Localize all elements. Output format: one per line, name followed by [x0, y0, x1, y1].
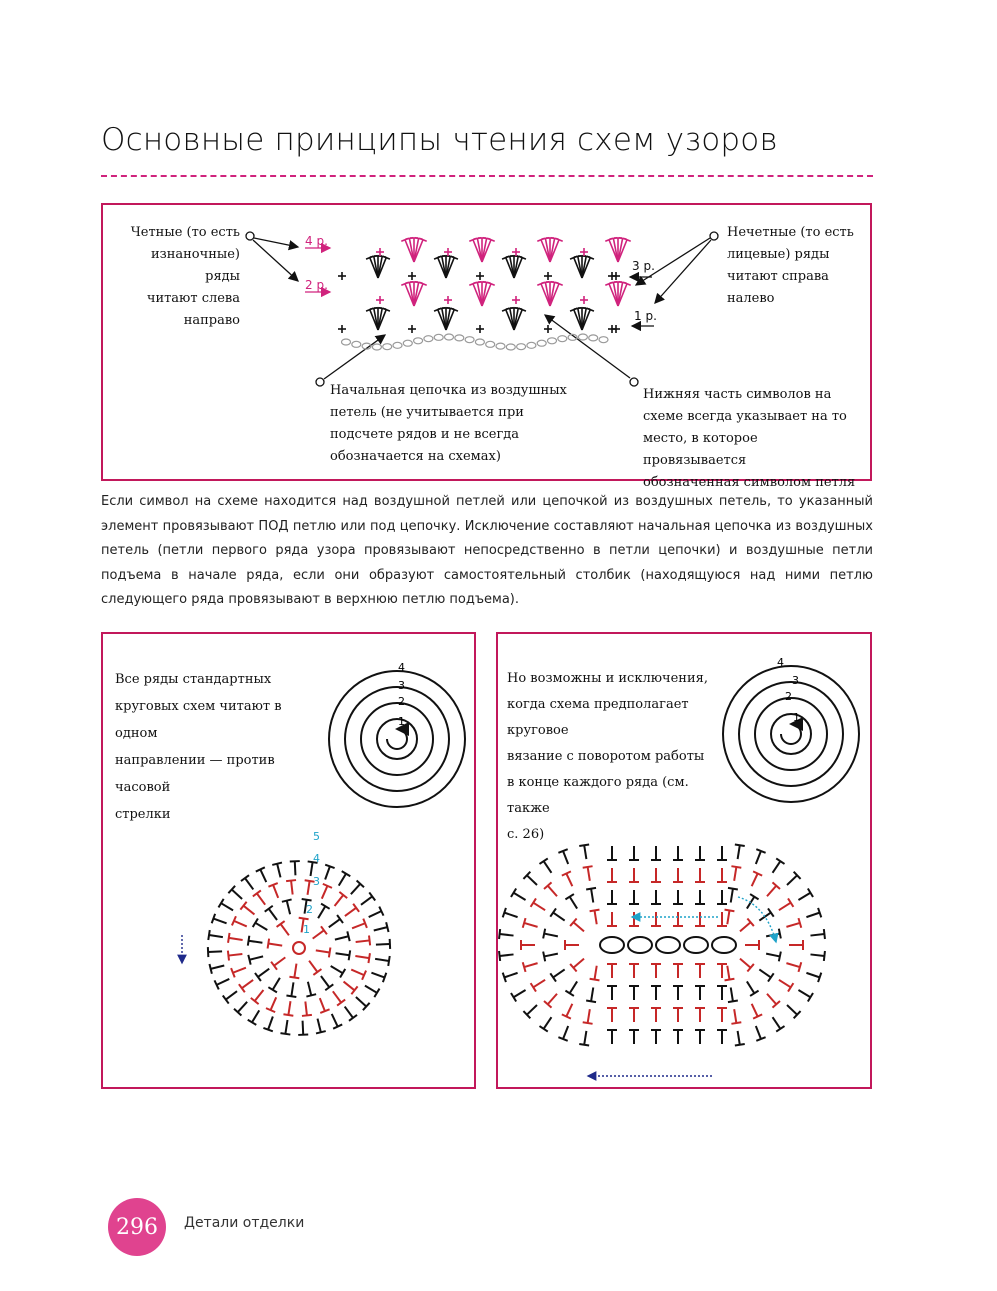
double-crochet [747, 894, 759, 909]
chain-oval [628, 937, 652, 953]
double-crochet [695, 890, 705, 904]
double-crochet [735, 1031, 745, 1046]
round-chart-turned [499, 844, 825, 1045]
double-crochet [313, 926, 327, 938]
double-crochet [651, 846, 661, 860]
double-crochet [268, 978, 280, 993]
blue-num-3: 3 [313, 875, 320, 888]
double-crochet [570, 959, 584, 972]
double-crochet [503, 973, 518, 982]
symbol-base-note-line: схеме всегда указывает на то [643, 409, 847, 424]
double-crochet [306, 982, 316, 997]
double-crochet [806, 908, 821, 917]
double-crochet [562, 1004, 572, 1019]
double-crochet [228, 951, 242, 961]
double-crochet [695, 1008, 705, 1022]
double-crochet [673, 912, 683, 926]
double-crochet [272, 863, 282, 878]
double-crochet [740, 918, 754, 931]
double-crochet [695, 846, 705, 860]
double-crochet [651, 912, 661, 926]
page-number-badge: 296 [108, 1198, 166, 1256]
double-crochet [629, 868, 639, 882]
double-crochet [673, 890, 683, 904]
double-crochet [695, 1030, 705, 1044]
double-crochet [523, 1005, 537, 1018]
double-crochet [282, 899, 292, 914]
double-crochet [253, 919, 268, 931]
symbol-base-note-line: обозначенная символом петля [643, 475, 856, 490]
double-crochet [286, 982, 296, 997]
double-crochet [251, 990, 264, 1004]
double-crochet [309, 961, 321, 975]
blue-num-5: 5 [313, 830, 320, 843]
double-crochet [651, 986, 661, 1000]
chain-oval [600, 937, 624, 953]
double-crochet [798, 990, 813, 1002]
double-crochet [651, 890, 661, 904]
double-crochet [234, 1002, 247, 1016]
double-crochet [298, 1021, 308, 1035]
double-crochet [579, 844, 589, 859]
spiral-right-num-2: 2 [785, 690, 792, 703]
double-crochet [374, 922, 389, 932]
double-crochet [673, 1030, 683, 1044]
symbol-base-note-line: место, в которое провязывается [643, 431, 758, 468]
foundation-chain-note-line: петель (не учитывается при [330, 405, 524, 420]
double-crochet [336, 950, 351, 960]
double-crochet [728, 888, 738, 903]
even-rows-note-line: направо [183, 313, 240, 328]
double-crochet [228, 933, 243, 943]
even-rows-note-line: читают слева [146, 291, 240, 306]
double-crochet [731, 866, 741, 881]
double-crochet [607, 1030, 617, 1044]
double-crochet [209, 964, 224, 974]
double-crochet [268, 939, 283, 949]
double-crochet [651, 964, 661, 978]
chain-oval [712, 937, 736, 953]
double-crochet [331, 966, 346, 978]
double-crochet [629, 890, 639, 904]
spiral-right-num-1: 1 [793, 711, 800, 724]
double-crochet [673, 986, 683, 1000]
double-crochet [351, 970, 366, 980]
symbol-base-note-line: Нижняя часть символов на [643, 387, 832, 402]
double-crochet [263, 1016, 272, 1031]
double-crochet [318, 904, 330, 919]
double-crochet [673, 846, 683, 860]
double-crochet [499, 929, 513, 939]
double-crochet [361, 892, 375, 904]
double-crochet [550, 969, 564, 981]
double-crochet [745, 940, 759, 950]
spiral-left [329, 671, 465, 807]
double-crochet [651, 868, 661, 882]
double-crochet [345, 1007, 357, 1021]
double-crochet [607, 868, 617, 882]
double-crochet [779, 898, 793, 910]
double-crochet [607, 846, 617, 860]
double-crochet [651, 1008, 661, 1022]
double-crochet [725, 966, 735, 981]
double-crochet [767, 994, 780, 1008]
double-crochet [565, 940, 579, 950]
right-note-line: с. 26) [507, 827, 545, 842]
magic-ring [293, 942, 305, 954]
double-crochet [248, 936, 263, 946]
double-crochet [786, 918, 801, 928]
double-crochet [773, 1017, 785, 1031]
double-crochet [271, 957, 285, 969]
double-crochet [351, 880, 364, 894]
double-crochet [316, 1019, 326, 1034]
double-crochet [773, 858, 785, 872]
double-crochet [255, 969, 269, 981]
left-note-line: круговых схем читают в одном [115, 699, 282, 741]
page-title: Основные принципы чтения схем узоров [101, 122, 778, 158]
row-label-3: 3 р. [632, 259, 655, 273]
double-crochet [333, 991, 345, 1005]
double-crochet [240, 902, 254, 915]
double-crochet [590, 910, 600, 925]
double-crochet [607, 1008, 617, 1022]
double-crochet [786, 962, 801, 972]
double-crochet [779, 980, 793, 992]
double-crochet [523, 872, 537, 885]
double-crochet [208, 930, 223, 940]
double-crochet [806, 973, 821, 982]
double-crochet [629, 846, 639, 860]
running-footer: Детали отделки [184, 1215, 305, 1231]
double-crochet [266, 997, 276, 1012]
double-crochet [352, 919, 367, 929]
right-note-line: вязание с поворотом работы [507, 749, 705, 764]
double-crochet [558, 1026, 568, 1041]
double-crochet [607, 986, 617, 1000]
blue-num-1: 1 [303, 923, 310, 936]
double-crochet [607, 964, 617, 978]
double-crochet [253, 890, 265, 904]
double-crochet [503, 908, 518, 917]
blue-num-4: 4 [313, 852, 320, 865]
double-crochet [767, 882, 780, 896]
double-crochet [673, 868, 683, 882]
body-paragraph: Если символ на схеме находится над воздушной петлей или цепочкой из воздушных петель, то указанный элемент провязывают ПОД петлю или под цепочку. Исключение составляют начальная цепочка из воздушных петель (петли первого ряда узора провязывают непосредственно в петли цепочки) и воздушные петли подъема в начале ряда, если они образуют самостоятельный столбик (находящуюся над ними петлю следующего ряда провязывают в верхнюю петлю подъема). [101, 494, 873, 607]
spiral-right-num-3: 3 [792, 674, 799, 687]
spiral-left-num-4: 4 [398, 661, 405, 674]
odd-rows-note-line: читают справа налево [727, 269, 829, 306]
double-crochet [499, 951, 513, 961]
double-crochet [717, 890, 727, 904]
left-note-line: Все ряды стандартных [115, 672, 272, 687]
double-crochet [717, 1008, 727, 1022]
double-crochet [695, 986, 705, 1000]
double-crochet [810, 951, 824, 961]
row-label-4: 4 р. [305, 234, 328, 248]
right-note-line: Но возможны и исключения, [507, 671, 708, 686]
double-crochet [759, 969, 773, 981]
right-note-line: в конце каждого ряда (см. также [507, 775, 689, 816]
double-crochet [531, 898, 545, 910]
double-crochet [629, 1008, 639, 1022]
double-crochet [629, 964, 639, 978]
double-crochet [539, 858, 551, 872]
double-crochet [787, 1005, 801, 1018]
double-crochet [562, 871, 572, 886]
double-crochet [208, 947, 222, 957]
spiral-left-num-2: 2 [398, 695, 405, 708]
double-crochet [695, 912, 705, 926]
double-crochet [583, 866, 593, 881]
double-crochet [375, 956, 390, 966]
double-crochet [277, 921, 289, 935]
foundation-chain-note-line: обозначается на схемах) [330, 449, 501, 464]
odd-rows-note-line: Нечетные (то есть [727, 225, 854, 240]
row-label-1: 1 р. [634, 309, 657, 323]
double-crochet [523, 962, 538, 972]
double-crochet [344, 982, 358, 995]
double-crochet [302, 1001, 312, 1015]
double-crochet [371, 973, 386, 982]
double-crochet [789, 940, 803, 950]
double-crochet [629, 1030, 639, 1044]
spiral-left-num-1: 1 [398, 715, 405, 728]
double-crochet [232, 916, 247, 926]
double-crochet [544, 994, 557, 1008]
double-crochet [798, 888, 813, 900]
foundation-chain-note-line: Начальная цепочка из воздушных [330, 383, 567, 398]
double-crochet [586, 987, 596, 1002]
double-crochet [558, 849, 568, 864]
chain-oval [684, 937, 708, 953]
double-crochet [725, 910, 735, 925]
double-crochet [228, 886, 242, 899]
double-crochet [322, 884, 332, 899]
double-crochet [289, 964, 299, 979]
double-crochet [218, 899, 233, 911]
left-note-line: направлении — против часовой [115, 753, 275, 795]
double-crochet [629, 986, 639, 1000]
double-crochet [521, 940, 535, 950]
double-crochet [728, 987, 738, 1002]
double-crochet [376, 939, 390, 949]
double-crochet [756, 849, 766, 864]
left-note-line: стрелки [115, 807, 171, 822]
double-crochet [550, 908, 564, 920]
double-crochet [787, 872, 801, 885]
double-crochet [586, 888, 596, 903]
double-crochet [241, 875, 253, 889]
spiral-left-num-3: 3 [398, 679, 405, 692]
even-rows-note-line: Четные (то есть [130, 225, 240, 240]
double-crochet [629, 912, 639, 926]
double-crochet [345, 904, 359, 916]
double-crochet [231, 968, 246, 978]
double-crochet [365, 986, 380, 998]
double-crochet [511, 888, 526, 900]
foundation-chain-note-line: подсчете рядов и не всегда [330, 427, 520, 442]
double-crochet [717, 1030, 727, 1044]
double-crochet [717, 964, 727, 978]
double-crochet [283, 1001, 293, 1016]
double-crochet [565, 981, 577, 996]
double-crochet [756, 1026, 766, 1041]
double-crochet [268, 883, 278, 898]
double-crochet [355, 953, 370, 963]
double-crochet [265, 906, 277, 920]
double-crochet [583, 1009, 593, 1024]
double-crochet [651, 1030, 661, 1044]
row-label-2: 2 р. [305, 278, 328, 292]
spiral-right [723, 666, 859, 802]
double-crochet [531, 980, 545, 992]
double-crochet [752, 871, 762, 886]
double-crochet [329, 915, 343, 927]
double-crochet [544, 882, 557, 896]
double-crochet [248, 1010, 260, 1025]
double-crochet [215, 979, 230, 989]
double-crochet [256, 867, 266, 882]
double-crochet [325, 865, 334, 880]
chain-oval [656, 937, 680, 953]
double-crochet [673, 1008, 683, 1022]
double-crochet [239, 980, 253, 992]
double-crochet [766, 952, 781, 962]
double-crochet [248, 955, 263, 965]
double-crochet [356, 935, 370, 945]
double-crochet [810, 929, 824, 939]
double-crochet [747, 981, 759, 996]
double-crochet [752, 1004, 762, 1019]
double-crochet [673, 964, 683, 978]
right-note-line: когда схема предполагает круговое [507, 697, 689, 738]
double-crochet [511, 990, 526, 1002]
double-crochet [695, 868, 705, 882]
double-crochet [579, 1031, 589, 1046]
double-crochet [339, 871, 351, 886]
double-crochet [717, 868, 727, 882]
double-crochet [539, 1017, 551, 1031]
double-crochet [523, 918, 538, 928]
even-rows-note-line: изнаночные) ряды [150, 247, 240, 284]
double-crochet [280, 1020, 290, 1035]
double-crochet [590, 966, 600, 981]
double-crochet [286, 880, 296, 894]
double-crochet [565, 894, 577, 909]
double-crochet [321, 976, 333, 990]
double-crochet [543, 929, 558, 939]
double-crochet [717, 986, 727, 1000]
double-crochet [316, 948, 331, 958]
double-crochet [731, 1009, 741, 1024]
double-crochet [717, 846, 727, 860]
double-crochet [607, 890, 617, 904]
double-crochet [717, 912, 727, 926]
double-crochet [356, 997, 370, 1010]
double-crochet [212, 914, 227, 923]
double-crochet [335, 892, 348, 906]
double-crochet [543, 952, 558, 962]
double-crochet [607, 912, 617, 926]
double-crochet [735, 844, 745, 859]
blue-num-2: 2 [306, 903, 313, 916]
double-crochet [320, 998, 330, 1013]
double-crochet [223, 991, 237, 1003]
double-crochet [369, 907, 384, 917]
double-crochet [332, 1014, 342, 1029]
odd-rows-note-line: лицевые) ряды [727, 247, 830, 262]
round-chart-standard [208, 861, 390, 1035]
double-crochet [335, 931, 350, 941]
blue-start-column [303, 830, 320, 936]
double-crochet [740, 959, 754, 972]
double-crochet [570, 918, 584, 931]
double-crochet [695, 964, 705, 978]
double-crochet [290, 861, 300, 875]
spiral-right-num-4: 4 [777, 656, 784, 669]
